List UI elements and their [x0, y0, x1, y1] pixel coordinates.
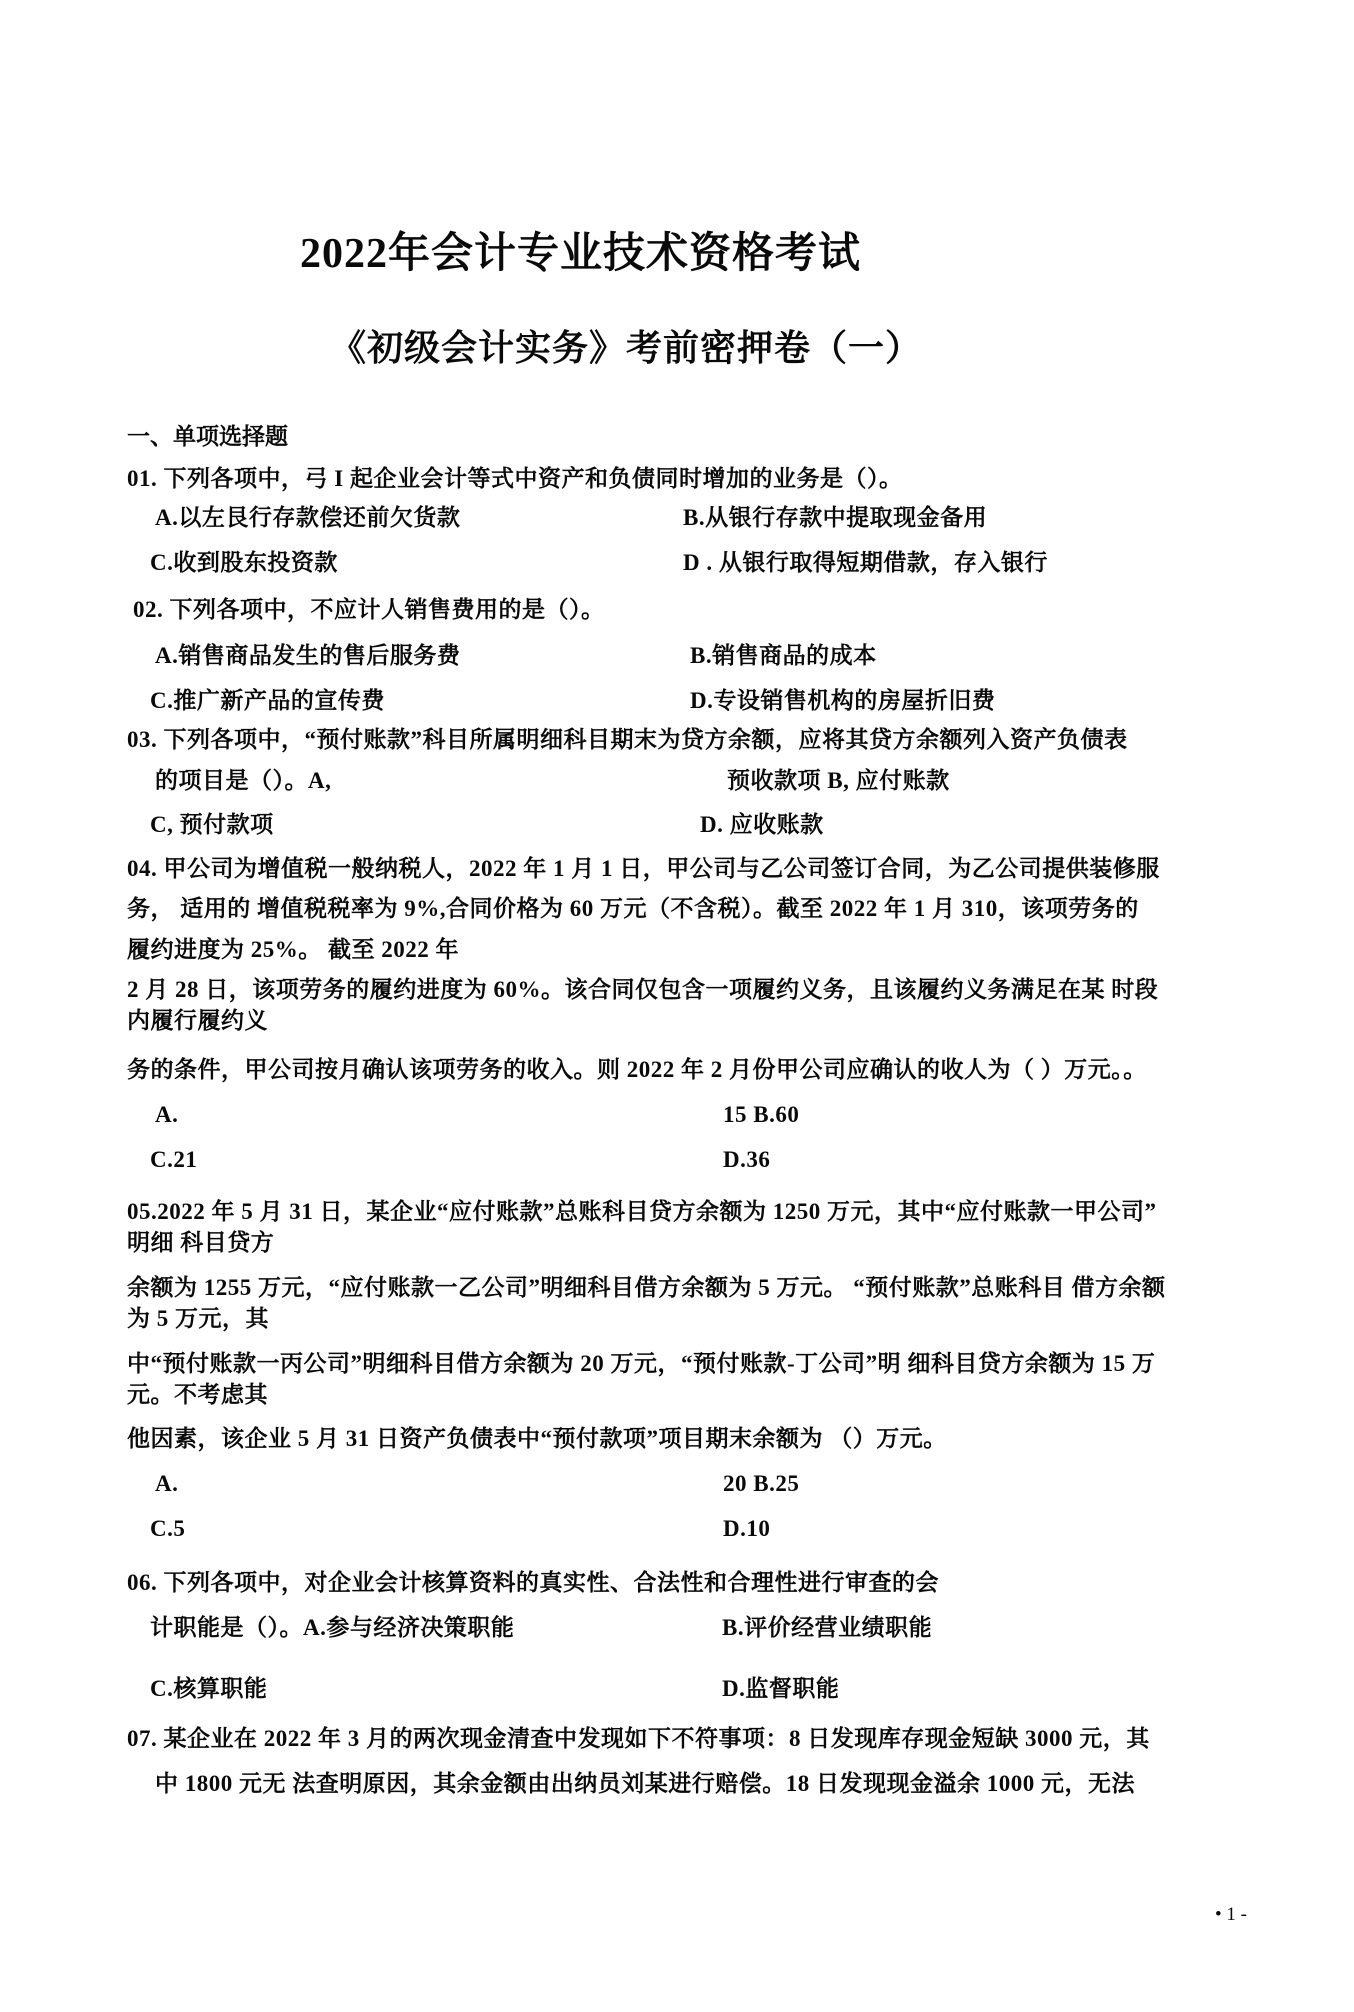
q4-option-b: 15 B.60 [723, 1102, 800, 1127]
q1-option-c: C.收到股东投资款 [150, 550, 338, 575]
q4-option-d: D.36 [723, 1147, 771, 1172]
q5-option-c: C.5 [150, 1516, 186, 1541]
q3-line1: 03. 下列各项中，“预付账款”科目所属明细科目期末为贷方余额，应将其贷方余额列入资产负债表 [127, 727, 1128, 752]
q4-option-c: C.21 [150, 1147, 198, 1172]
q4-line4: 2 月 28 日，该项劳务的履约进度为 60%。该合同仅包含一项履约义务，且该履约义务满足在某 时段 [127, 977, 1159, 1002]
q5-line2: 明细 科目贷方 [127, 1230, 275, 1255]
q4-option-a: A. [155, 1102, 179, 1127]
q6-option-c: C.核算职能 [150, 1676, 268, 1701]
q3-option-d: D. 应收账款 [700, 812, 824, 837]
q2-option-b: B.销售商品的成本 [690, 643, 877, 668]
q5-option-a: A. [155, 1471, 179, 1496]
q6-line2-left: 计职能是（）。A.参与经济决策职能 [150, 1615, 515, 1640]
q1-option-b: B.从银行存款中提取现金备用 [683, 505, 988, 530]
q4-line5: 内履行履约义 [127, 1008, 268, 1033]
q5-line7: 他因素，该企业 5 月 31 日资产负债表中“预付款项”项目期末余额为 （）万元。 [127, 1426, 947, 1451]
q3-option-c: C, 预付款项 [150, 812, 274, 837]
q4-line1: 04. 甲公司为增值税一般纳税人，2022 年 1 月 1 日，甲公司与乙公司签订合同，为乙公司提供装修服 [127, 856, 1160, 881]
q6-option-d: D.监督职能 [722, 1676, 840, 1701]
q5-line4: 为 5 万元，其 [127, 1306, 269, 1331]
q5-line5: 中“预付账款一丙公司”明细科目借方余额为 20 万元，“预付账款-丁公司”明 细科目贷方余额为 15 万 [127, 1351, 1156, 1376]
q1-option-a: A.以左艮行存款偿还前欠货款 [155, 505, 461, 530]
q3-line2-right: 预收款项 B, 应付账款 [727, 768, 950, 793]
q5-option-b: 20 B.25 [723, 1471, 800, 1496]
q7-line1: 07. 某企业在 2022 年 3 月的两次现金清查中发现如下不符事项：8 日发现库存现金短缺 3000 元，其 [127, 1726, 1150, 1751]
q3-line2-left: 的项目是（）。A, [155, 768, 332, 793]
q6-line2-right: B.评价经营业绩职能 [722, 1615, 933, 1640]
page-number: • 1 - [1215, 1904, 1247, 1925]
q5-line3: 余额为 1255 万元，“应付账款一乙公司”明细科目借方余额为 5 万元。 “预付账款”总账科目 借方余额 [127, 1275, 1166, 1300]
q4-line6: 务的条件，甲公司按月确认该项劳务的收入。则 2022 年 2 月份甲公司应确认的收人为（ ）万元。。 [127, 1057, 1147, 1082]
q5-line1: 05.2022 年 5 月 31 日，某企业“应付账款”总账科目贷方余额为 1250 万元，其中“应付账款一甲公司” [127, 1199, 1157, 1224]
q5-option-d: D.10 [723, 1516, 771, 1541]
q4-line2: 务， 适用的 增值税税率为 9%,合同价格为 60 万元（不含税）。截至 2022 年 1 月 310，该项劳务的 [127, 896, 1139, 921]
document-subtitle: 《初级会计实务》考前密押卷（一） [330, 328, 923, 368]
q6-line1: 06. 下列各项中，对企业会计核算资料的真实性、合法性和合理性进行审查的会 [127, 1570, 939, 1595]
q2-option-c: C.推广新产品的宣传费 [150, 688, 385, 713]
q2-stem: 02. 下列各项中，不应计人销售费用的是（）。 [133, 597, 605, 622]
q5-line6: 元。不考虑其 [127, 1382, 268, 1407]
document-title: 2022年会计专业技术资格考试 [300, 231, 862, 277]
section-heading: 一、单项选择题 [127, 424, 288, 449]
q4-line3: 履约进度为 25%。 截至 2022 年 [127, 937, 459, 962]
q2-option-a: A.销售商品发生的售后服务费 [155, 643, 461, 668]
q7-line2: 中 1800 元无 法查明原因，其余金额由出纳员刘某进行赔偿。18 日发现现金溢余 1000 元，无法 [155, 1771, 1135, 1796]
q2-option-d: D.专设销售机构的房屋折旧费 [690, 688, 996, 713]
q1-stem: 01. 下列各项中，弓 I 起企业会计等式中资产和负债同时增加的业务是（）。 [127, 466, 903, 491]
q1-option-d: D . 从银行取得短期借款，存入银行 [683, 550, 1048, 575]
